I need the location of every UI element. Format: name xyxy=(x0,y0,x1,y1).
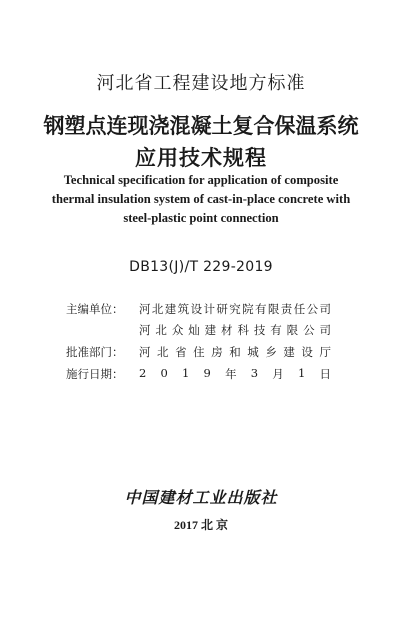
standard-code: DB13(J)/T 229-2019 xyxy=(129,259,273,275)
info-label: 施行日期： xyxy=(66,367,124,381)
info-label: 批准部门： xyxy=(66,345,124,359)
info-value: 2 0 1 9 年 3 月 1 日 xyxy=(139,366,331,381)
info-label: 主编单位： xyxy=(66,302,124,316)
publish-year-location: 2017 北 京 xyxy=(173,518,228,532)
title-en-line2: thermal insulation system of cast-in-place concrete with xyxy=(51,192,351,206)
title-cn-line2: 应用技术规程 xyxy=(135,145,267,170)
title-cn-line1: 钢塑点连现浇混凝土复合保温系统 xyxy=(43,113,359,138)
info-value: 河 北 省 住 房 和 城 乡 建 设 厅 xyxy=(139,345,331,359)
info-value: 河 北 建 筑 设 计 研 究 院 有 限 责 任 公 司 xyxy=(139,302,331,316)
publisher-logo-text: 中国建材工业出版社 xyxy=(124,488,278,507)
info-value: 河 北 众 灿 建 材 科 技 有 限 公 司 xyxy=(139,323,331,337)
standard-category: 河北省工程建设地方标准 xyxy=(96,73,306,94)
title-en-line1: Technical specification for application of composite xyxy=(63,173,339,187)
title-en-line3: steel-plastic point connection xyxy=(123,211,279,225)
